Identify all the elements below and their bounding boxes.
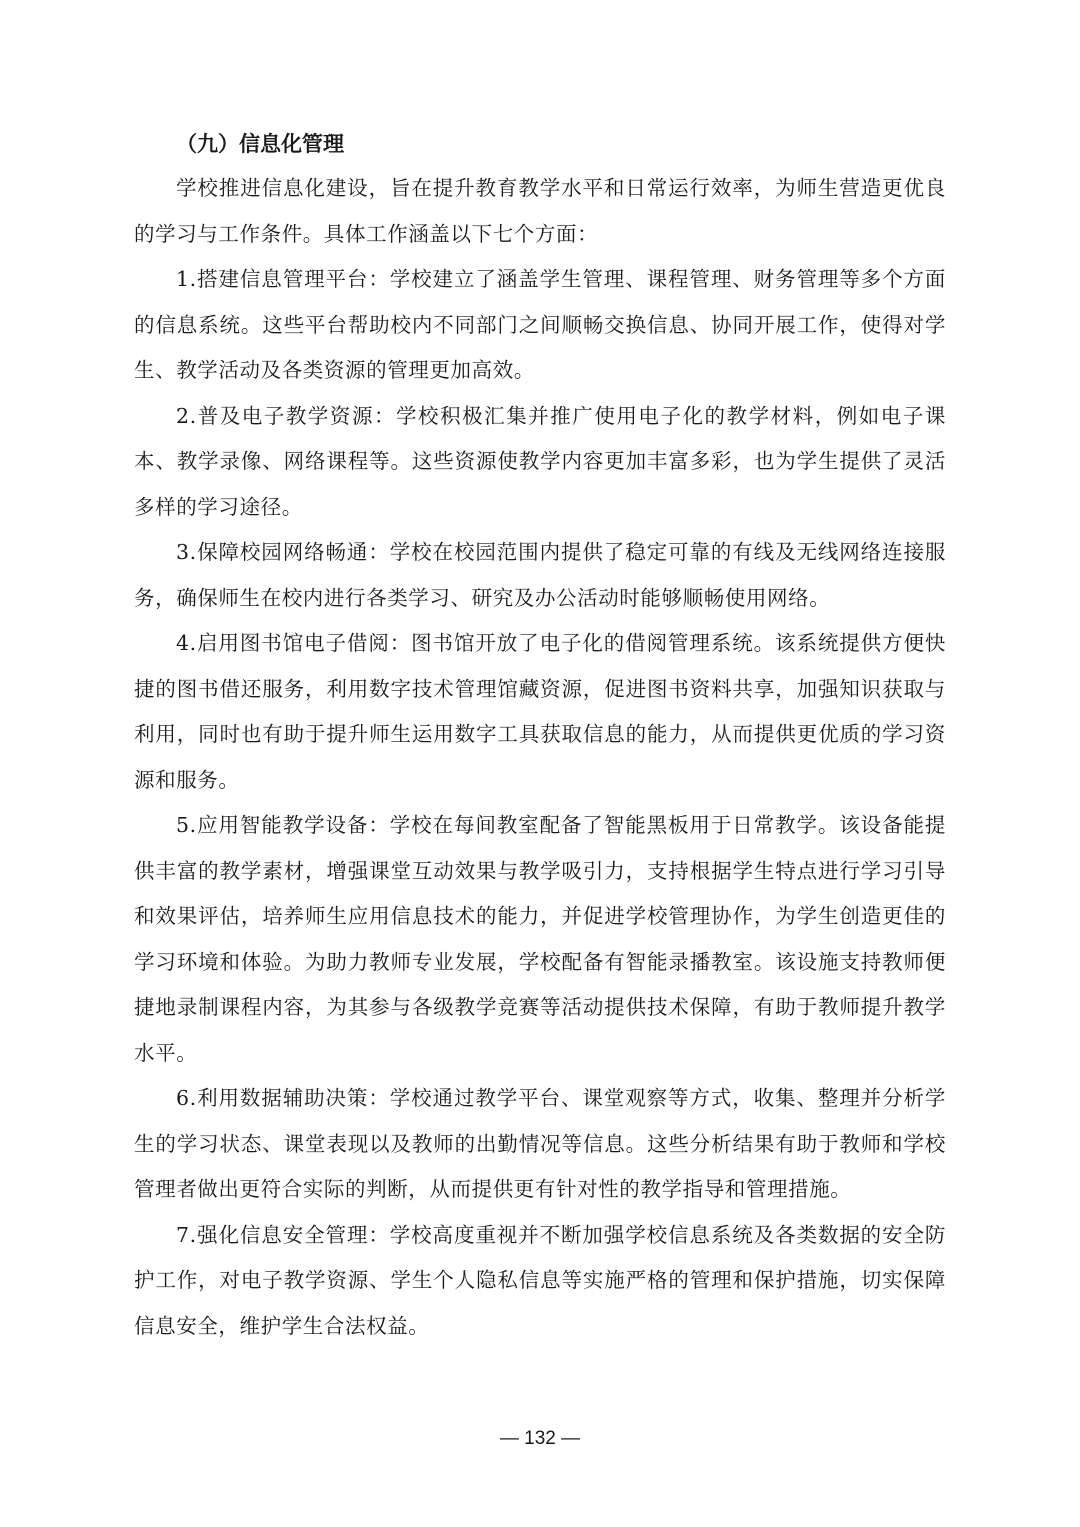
intro-paragraph: 学校推进信息化建设，旨在提升教育教学水平和日常运行效率，为师生营造更优良的学习与工作条件。具体工作涵盖以下七个方面： bbox=[134, 176, 946, 246]
paragraph-item-1: 1.搭建信息管理平台：学校建立了涵盖学生管理、课程管理、财务管理等多个方面的信息系统。这些平台帮助校内不同部门之间顺畅交换信息、协同开展工作，使得对学生、教学活动及各类资源的管理更加高效。 bbox=[134, 267, 946, 382]
paragraph-item-4: 4.启用图书馆电子借阅：图书馆开放了电子化的借阅管理系统。该系统提供方便快捷的图书借还服务，利用数字技术管理馆藏资源，促进图书资料共享，加强知识获取与利用，同时也有助于提升师生运用数字工具获取信息的能力，从而提供更优质的学习资源和服务。 bbox=[134, 631, 946, 792]
paragraph-item-7: 7.强化信息安全管理：学校高度重视并不断加强学校信息系统及各类数据的安全防护工作，对电子教学资源、学生个人隐私信息等实施严格的管理和保护措施，切实保障信息安全，维护学生合法权益。 bbox=[134, 1222, 946, 1338]
document-body bbox=[134, 122, 946, 1349]
paragraph-item-6: 6.利用数据辅助决策：学校通过教学平台、课堂观察等方式，收集、整理并分析学生的学习状态、课堂表现以及教师的出勤情况等信息。这些分析结果有助于教师和学校管理者做出更符合实际的判断，从而提供更有针对性的教学指导和管理措施。 bbox=[134, 1086, 946, 1201]
paragraph-item-3: 3.保障校园网络畅通：学校在校园范围内提供了稳定可靠的有线及无线网络连接服务，确保师生在校内进行各类学习、研究及办公活动时能够顺畅使用网络。 bbox=[134, 540, 946, 610]
paragraph-item-2: 2.普及电子教学资源：学校积极汇集并推广使用电子化的教学材料，例如电子课本、教学录像、网络课程等。这些资源使教学内容更加丰富多彩，也为学生提供了灵活多样的学习途径。 bbox=[134, 403, 946, 519]
page-number: — 132 — bbox=[499, 1428, 581, 1449]
section-heading: （九）信息化管理 bbox=[176, 132, 344, 156]
paragraph-item-5: 5.应用智能教学设备：学校在每间教室配备了智能黑板用于日常教学。该设备能提供丰富的教学素材，增强课堂互动效果与教学吸引力，支持根据学生特点进行学习引导和效果评估，培养师生应用信息技术的能力，并促进学校管理协作，为学生创造更佳的学习环境和体验。为助力教师专业发展，学校配备有智能录播教室。该设施支持教师便捷地录制课程内容，为其参与各级教学竞赛等活动提供技术保障，有助于教师提升教学水平。 bbox=[134, 813, 946, 1065]
